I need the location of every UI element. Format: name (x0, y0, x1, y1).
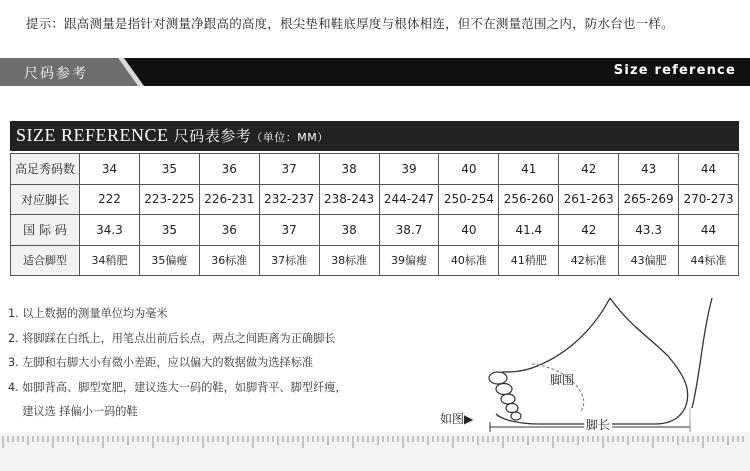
foot-length-cell: 265-269 (619, 184, 679, 215)
intl-size-cell: 37 (259, 215, 319, 246)
size-reference-header (10, 121, 739, 151)
intl-size-cell: 34.3 (80, 215, 140, 246)
intl-size-cell: 38 (319, 215, 379, 246)
size-cell: 40 (439, 154, 499, 185)
size-cell: 36 (199, 154, 259, 185)
size-cell: 37 (259, 154, 319, 185)
foot-length-cell: 223-225 (139, 184, 199, 215)
note-item: 4. 如脚背高、脚型宽肥，建议选大一码的鞋，如脚背平、脚型纤瘦， (8, 380, 347, 394)
foot-length-cell: 270-273 (679, 184, 739, 215)
size-cell: 42 (559, 154, 619, 185)
foot-measure-diagram (480, 296, 750, 436)
tip-text: 提示：跟高测量是指针对测量净跟高的高度，根尖垫和鞋底厚度与根体相连，但不在测量范围之内，防水台也一样。 (26, 16, 674, 31)
reference-title-cn: 尺码表参考 (168, 127, 252, 145)
foot-type-cell: 42标准 (559, 245, 619, 276)
foot-length-cell: 232-237 (259, 184, 319, 215)
reference-unit: （单位：MM） (251, 131, 329, 144)
intl-size-cell: 38.7 (379, 215, 439, 246)
foot-length-cell: 244-247 (379, 184, 439, 215)
size-cell: 43 (619, 154, 679, 185)
size-cell: 35 (139, 154, 199, 185)
intl-size-cell: 36 (199, 215, 259, 246)
size-cell: 44 (679, 154, 739, 185)
measurement-notes (8, 302, 347, 425)
intl-size-cell: 40 (439, 215, 499, 246)
foot-length-cell: 238-243 (319, 184, 379, 215)
reference-title-en: SIZE REFERENCE (16, 125, 169, 145)
size-cell: 41 (499, 154, 559, 185)
foot-length-cell: 256-260 (499, 184, 559, 215)
banner-left-label: 尺码参考 (24, 66, 88, 82)
table-row-foot-length (11, 184, 739, 215)
row-header-foot-type: 适合脚型 (11, 245, 80, 276)
row-header-size: 高足秀码数 (11, 154, 80, 185)
foot-outline-icon (480, 296, 750, 436)
note-item: 3. 左脚和右脚大小有微小差距，应以偏大的数据做为选择标准 (8, 356, 314, 369)
note-item: 建议选 择偏小一码的鞋 (8, 405, 138, 418)
foot-type-cell: 38标准 (319, 245, 379, 276)
foot-length-cell: 226-231 (199, 184, 259, 215)
foot-length-cell: 250-254 (439, 184, 499, 215)
note-item: 1. 以上数据的测量单位均为毫米 (8, 307, 168, 320)
foot-type-cell: 34稍肥 (80, 245, 140, 276)
row-header-foot-length: 对应脚长 (11, 184, 80, 215)
size-cell: 39 (379, 154, 439, 185)
table-row-sizes (11, 154, 739, 185)
row-header-intl-size: 国 际 码 (11, 215, 80, 246)
foot-length-cell: 222 (80, 184, 140, 215)
foot-type-cell: 37标准 (259, 245, 319, 276)
size-cell: 38 (319, 154, 379, 185)
table-row-intl-size (11, 215, 739, 246)
length-label: 脚长 (586, 418, 611, 432)
girth-label: 脚围 (550, 373, 575, 387)
intl-size-cell: 35 (139, 215, 199, 246)
intl-size-cell: 41.4 (499, 215, 559, 246)
foot-type-cell: 44标准 (679, 245, 739, 276)
foot-type-cell: 39偏瘦 (379, 245, 439, 276)
foot-type-cell: 35偏瘦 (139, 245, 199, 276)
foot-type-cell: 41稍肥 (499, 245, 559, 276)
banner-right-label: Size reference (613, 63, 736, 78)
reference-title (16, 125, 329, 146)
intl-size-cell: 44 (679, 215, 739, 246)
ruler-strip (0, 432, 750, 471)
foot-length-cell: 261-263 (559, 184, 619, 215)
note-item: 2. 将脚踩在白纸上，用笔点出前后长点，两点之间距离为正确脚长 (8, 331, 336, 345)
see-diagram-label: 如图▶ (440, 412, 474, 426)
intl-size-cell: 42 (559, 215, 619, 246)
size-cell: 34 (80, 154, 140, 185)
table-row-foot-type (11, 245, 739, 276)
foot-type-cell: 43偏肥 (619, 245, 679, 276)
foot-type-cell: 36标准 (199, 245, 259, 276)
intl-size-cell: 43.3 (619, 215, 679, 246)
size-table (10, 153, 739, 276)
size-reference-banner (0, 58, 750, 86)
foot-type-cell: 40标准 (439, 245, 499, 276)
